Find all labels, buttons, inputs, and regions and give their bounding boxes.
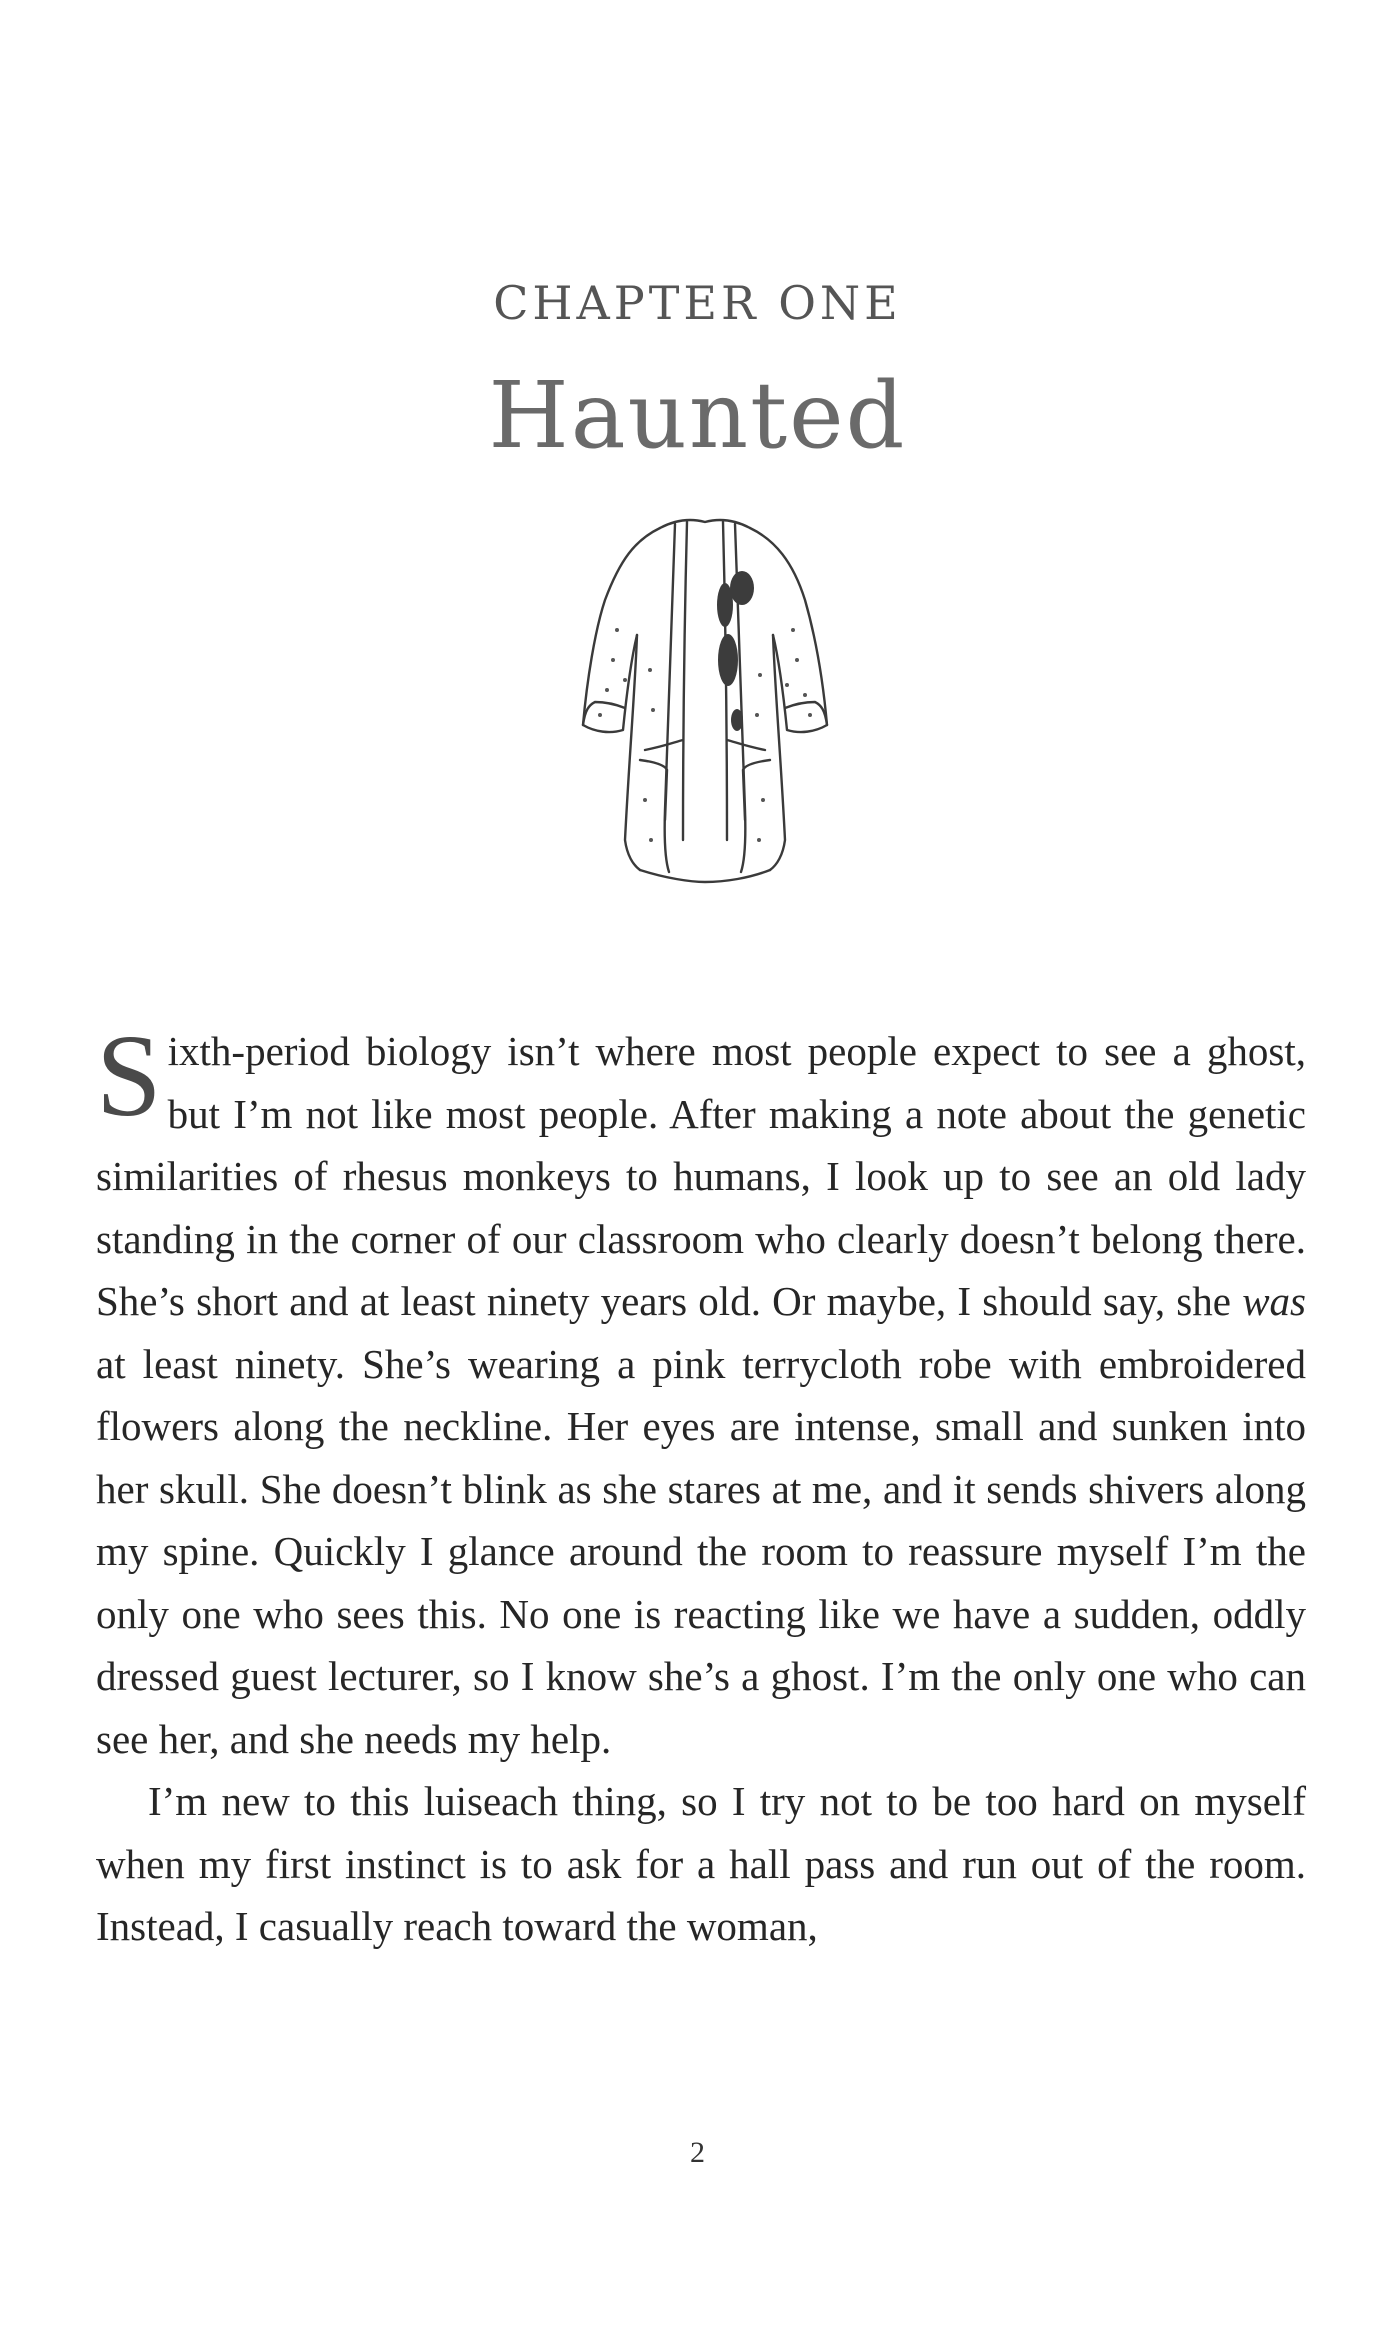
paragraph-1 [96,1010,1306,1770]
chapter-label: CHAPTER ONE [493,276,902,330]
drop-cap: S [96,1010,162,1141]
robe-illustration-icon [565,510,845,890]
paragraph-1-text-b: at least ninety. She’s wearing a pink terrycloth robe with embroidered flowers along the neckline. Her eyes are intense, small and sunken into her skull. She doesn’t blink as she stares at me, and it sends shivers along my spine. Quickly I glance around the room to reassure myself I’m the only one who sees this. No one is reacting like we have a sudden, oddly dressed guest lecturer, so I know she’s a ghost. I’m the only one who can see her, and she needs my help. [96,1340,1306,1762]
chapter-title: Haunted [488,362,907,469]
paragraph-1-emphasis: was [1242,1278,1306,1324]
body-text [96,1010,1306,1958]
paragraph-1-text-a: ixth-period biology isn’t where most people expect to see a ghost, but I’m not like most people. After making a note about the genetic similarities of rhesus monkeys to humans, I look up to see an old lady standing in the corner of our classroom who clearly doesn’t belong there. She’s short and at least ninety years old. Or maybe, I should say, she [96,1028,1306,1324]
paragraph-2: I’m new to this luiseach thing, so I try not to be too hard on myself when my first instinct is to ask for a hall pass and run out of the room. Instead, I casually reach toward the woman, [96,1778,1306,1949]
page-number: 2 [690,2136,705,2169]
